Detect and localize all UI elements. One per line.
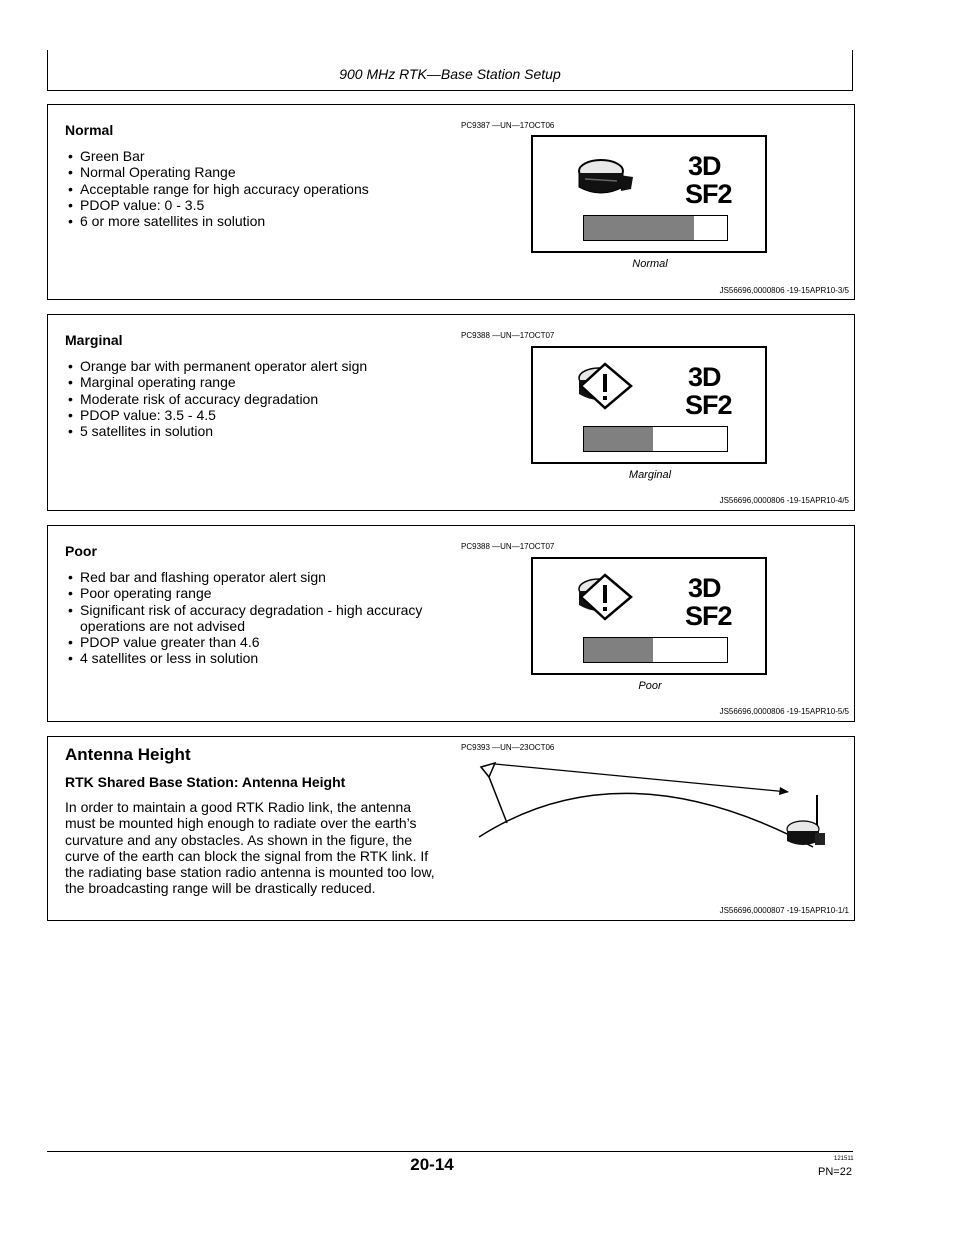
list-item: • PDOP value: 0 - 3.5 <box>68 197 448 213</box>
header-rule-bottom <box>47 90 853 91</box>
earth-curvature-figure <box>473 755 853 865</box>
list-item: • Green Bar <box>68 148 448 164</box>
page-header-title: 900 MHz RTK—Base Station Setup <box>339 66 561 82</box>
fix-mode-label: 3D <box>688 151 721 181</box>
signal-quality-fill <box>584 638 653 662</box>
receiver-alert-icon <box>575 362 637 410</box>
signal-quality-fill <box>584 427 653 451</box>
footer-rule <box>47 1151 853 1152</box>
arrow-head-icon <box>779 787 789 795</box>
page-number: 20-14 <box>410 1155 454 1174</box>
reference-code: JS56696,0000806 -19-15APR10-4/5 <box>719 496 849 505</box>
list-item: • 6 or more satellites in solution <box>68 213 448 229</box>
figure-caption: Marginal <box>628 469 672 481</box>
list-item: • Normal Operating Range <box>68 164 448 180</box>
section-title: Poor <box>65 543 97 559</box>
section-antenna-height <box>47 736 855 921</box>
section-title: Antenna Height <box>65 745 191 764</box>
signal-quality-bar <box>583 426 728 452</box>
list-item: • 5 satellites in solution <box>68 423 448 439</box>
bullet-list <box>68 358 448 439</box>
list-item: • Red bar and flashing operator alert sign <box>68 569 448 585</box>
fix-mode-label: 3D <box>688 573 721 603</box>
receiver-icon <box>575 157 637 201</box>
section-title: Normal <box>65 122 114 138</box>
receiver-alert-icon <box>575 573 637 621</box>
pn-label: PN=22 <box>818 1166 852 1178</box>
reference-code: JS56696,0000807 -19-15APR10-1/1 <box>719 906 849 915</box>
correction-label: SF2 <box>685 601 732 631</box>
display-screen <box>531 346 767 464</box>
signal-quality-bar <box>583 215 728 241</box>
figure-caption: Normal <box>632 258 668 270</box>
display-screen <box>531 557 767 675</box>
list-item: • PDOP value greater than 4.6 <box>68 634 448 650</box>
section-poor <box>47 525 855 722</box>
list-item: • PDOP value: 3.5 - 4.5 <box>68 407 448 423</box>
section-normal <box>47 104 855 300</box>
rover-receiver-icon <box>787 795 825 845</box>
list-item: • Moderate risk of accuracy degradation <box>68 391 448 407</box>
body-paragraph: In order to maintain a good RTK Radio link, the antenna must be mounted high enough to radiate over the earth’s curvature and any obstacles. As shown in the figure, the curve of the earth can block the signal from the RTK link. If the radiating base station radio antenna is mounted too low, the broadcasting range will be drastically reduced. <box>65 799 435 897</box>
date-code: 121511 <box>834 1156 854 1162</box>
section-marginal <box>47 314 855 511</box>
figure-code: PC9393 —UN—23OCT06 <box>461 743 555 752</box>
reference-code: JS56696,0000806 -19-15APR10-3/5 <box>719 286 849 295</box>
tower-antenna-icon <box>481 763 495 777</box>
figure-code: PC9388 —UN—17OCT07 <box>461 542 555 551</box>
list-item: • 4 satellites or less in solution <box>68 650 448 666</box>
list-item: • Marginal operating range <box>68 374 448 390</box>
figure-code: PC9388 —UN—17OCT07 <box>461 331 555 340</box>
display-screen <box>531 135 767 253</box>
list-item: • Orange bar with permanent operator alert sign <box>68 358 448 374</box>
bullet-list <box>68 569 448 667</box>
signal-quality-bar <box>583 637 728 663</box>
list-item: • Poor operating range <box>68 585 448 601</box>
figure-caption: Poor <box>638 680 662 692</box>
figure-code: PC9387 —UN—17OCT06 <box>461 121 555 130</box>
correction-label: SF2 <box>685 179 732 209</box>
list-item: • Acceptable range for high accuracy operations <box>68 181 448 197</box>
correction-label: SF2 <box>685 390 732 420</box>
section-subtitle: RTK Shared Base Station: Antenna Height <box>65 774 346 790</box>
reference-code: JS56696,0000806 -19-15APR10-5/5 <box>719 707 849 716</box>
section-title: Marginal <box>65 332 123 348</box>
fix-mode-label: 3D <box>688 362 721 392</box>
signal-quality-fill <box>584 216 694 240</box>
list-item: • Significant risk of accuracy degradation - high accuracy operations are not advised <box>68 602 448 635</box>
bullet-list <box>68 148 448 229</box>
